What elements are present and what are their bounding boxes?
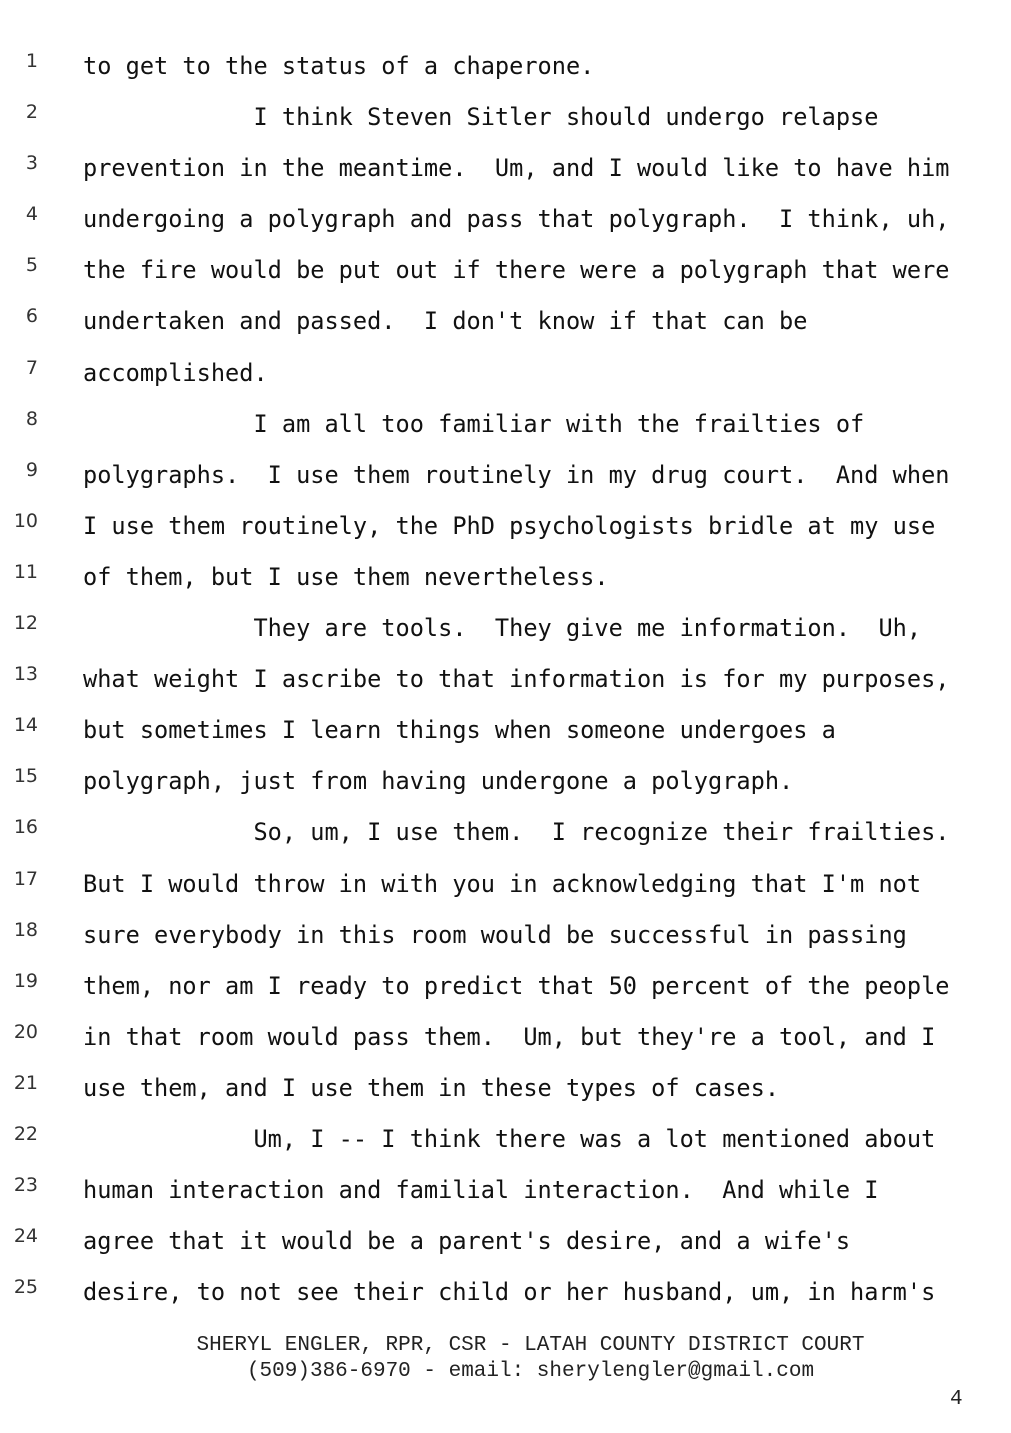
line-text: human interaction and familial interaction. And while I [83, 1176, 879, 1205]
line-text: I use them routinely, the PhD psychologists bridle at my use [83, 511, 936, 540]
line-number: 4 [25, 203, 38, 226]
line-text: desire, to not see their child or her husband, um, in harm's [83, 1278, 936, 1307]
line-number: 19 [13, 969, 38, 992]
line-number: 25 [13, 1276, 38, 1299]
line-text: polygraphs. I use them routinely in my drug court. And when [83, 460, 950, 489]
page-footer [0, 1333, 1011, 1385]
line-text: sure everybody in this room would be successful in passing [83, 920, 907, 949]
line-number: 3 [25, 152, 38, 175]
transcript-line [0, 1115, 1011, 1166]
line-text: to get to the status of a chaperone. [83, 52, 595, 80]
line-number: 23 [13, 1174, 38, 1197]
transcript-line [0, 1064, 1011, 1115]
transcript-line [0, 451, 1011, 502]
line-number: 11 [13, 560, 38, 583]
transcript-line [0, 93, 1011, 144]
line-number: 14 [13, 714, 38, 737]
line-text: undertaken and passed. I don't know if that can be [83, 307, 808, 336]
line-number: 9 [25, 458, 38, 481]
footer-contact-line: (509)386-6970 - email: sherylengler@gmail.com [246, 1360, 815, 1383]
line-text: in that room would pass them. Um, but they're a tool, and I [83, 1022, 936, 1051]
line-text: agree that it would be a parent's desire, and a wife's [83, 1227, 851, 1256]
transcript-line [0, 1166, 1011, 1217]
transcript-line [0, 860, 1011, 911]
transcript-line [0, 297, 1011, 348]
transcript-line [0, 195, 1011, 246]
line-text: Um, I -- I think there was a lot mentioned about [83, 1124, 936, 1153]
line-number: 22 [13, 1122, 38, 1145]
line-text: polygraph, just from having undergone a polygraph. [83, 767, 794, 796]
transcript-line [0, 400, 1011, 451]
transcript-line [0, 757, 1011, 808]
line-number: 10 [13, 509, 38, 532]
transcript-line [0, 1268, 1011, 1319]
transcript-lines [0, 42, 1011, 1319]
line-number: 17 [13, 867, 38, 890]
line-number: 16 [13, 816, 38, 839]
line-number: 18 [13, 918, 38, 941]
line-number: 8 [25, 407, 38, 430]
line-text: accomplished. [83, 358, 268, 387]
line-text: I am all too familiar with the frailties of [83, 409, 865, 438]
line-number: 2 [25, 101, 38, 124]
transcript-line [0, 502, 1011, 553]
line-text: I think Steven Sitler should undergo relapse [83, 103, 879, 132]
line-number: 24 [13, 1225, 38, 1248]
page-number: 4 [950, 1388, 963, 1411]
transcript-line [0, 604, 1011, 655]
line-text: but sometimes I learn things when someone undergoes a [83, 716, 836, 745]
line-text: prevention in the meantime. Um, and I would like to have him [83, 154, 950, 183]
line-text: what weight I ascribe to that information is for my purposes, [83, 665, 950, 694]
line-text: them, nor am I ready to predict that 50 percent of the people [83, 971, 950, 1000]
line-text: undergoing a polygraph and pass that polygraph. I think, uh, [83, 205, 950, 234]
line-number: 20 [13, 1020, 38, 1043]
transcript-line [0, 706, 1011, 757]
transcript-line [0, 655, 1011, 706]
transcript-line [0, 1217, 1011, 1268]
line-number: 1 [25, 50, 38, 72]
transcript-line [0, 808, 1011, 859]
line-number: 15 [13, 765, 38, 788]
line-text: They are tools. They give me information. Uh, [83, 614, 922, 643]
transcript-line [0, 144, 1011, 195]
transcript-line [0, 349, 1011, 400]
line-text: use them, and I use them in these types of cases. [83, 1073, 780, 1102]
transcript-line [0, 42, 1011, 93]
transcript-line [0, 1013, 1011, 1064]
line-number: 6 [25, 305, 38, 328]
line-text: the fire would be put out if there were a polygraph that were [83, 256, 950, 285]
transcript-line [0, 911, 1011, 962]
transcript-line [0, 962, 1011, 1013]
line-number: 7 [25, 356, 38, 379]
line-number: 12 [13, 612, 38, 635]
transcript-line [0, 553, 1011, 604]
transcript-line [0, 246, 1011, 297]
line-text: of them, but I use them nevertheless. [83, 562, 609, 591]
line-number: 21 [13, 1071, 38, 1094]
footer-reporter-line: SHERYL ENGLER, RPR, CSR - LATAH COUNTY DISTRICT COURT [196, 1334, 865, 1357]
line-number: 5 [25, 254, 38, 277]
line-text: But I would throw in with you in acknowledging that I'm not [83, 869, 922, 898]
line-number: 13 [13, 663, 38, 686]
line-text: So, um, I use them. I recognize their frailties. [83, 818, 950, 847]
